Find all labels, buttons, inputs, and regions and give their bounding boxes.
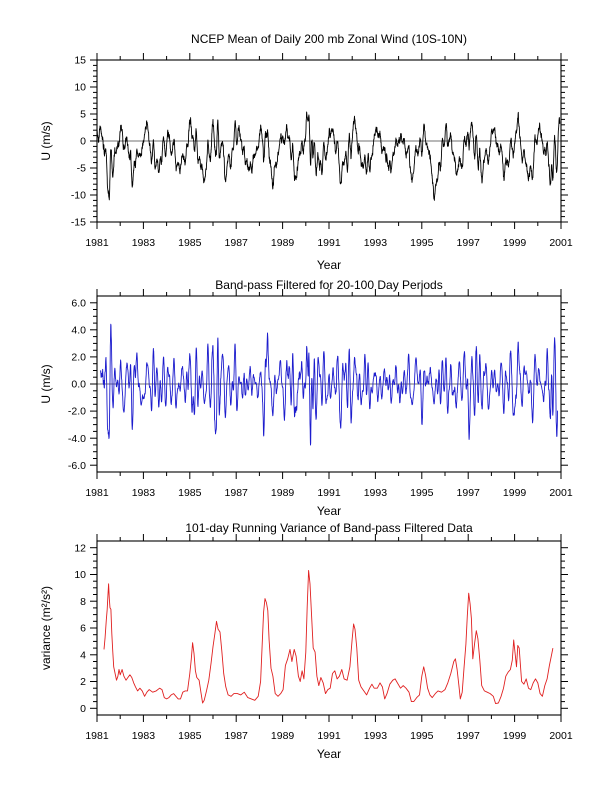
y-tick-label: -6.0 bbox=[67, 459, 86, 472]
x-tick-label: 1999 bbox=[502, 487, 527, 499]
y-tick-label: -15 bbox=[70, 216, 86, 229]
plot1-xaxis-title: Year bbox=[316, 258, 342, 272]
x-tick-label: 1981 bbox=[85, 730, 109, 742]
x-tick-label: 1997 bbox=[456, 487, 480, 499]
x-tick-label: 1989 bbox=[270, 730, 295, 742]
y-tick-label: 8 bbox=[80, 595, 86, 608]
plot2-yaxis-title: U (m/s) bbox=[39, 364, 53, 404]
y-tick-label: 5 bbox=[80, 108, 86, 121]
plot3-group bbox=[74, 534, 573, 742]
y-tick-label: -2.0 bbox=[67, 405, 86, 418]
y-tick-label: 10 bbox=[74, 81, 86, 94]
x-tick-label: 1985 bbox=[178, 487, 202, 499]
plot2-title: Band-pass Filtered for 20-100 Day Periods bbox=[215, 278, 443, 292]
x-tick-label: 1999 bbox=[502, 730, 527, 742]
x-tick-label: 2001 bbox=[549, 730, 573, 742]
y-tick-label: -4.0 bbox=[67, 432, 86, 445]
x-tick-label: 1995 bbox=[410, 487, 434, 499]
x-tick-label: 1993 bbox=[363, 237, 388, 249]
plot1-series-line bbox=[97, 112, 560, 200]
y-tick-label: 0.0 bbox=[71, 378, 86, 391]
x-tick-label: 1991 bbox=[317, 730, 341, 742]
x-tick-label: 1987 bbox=[224, 237, 248, 249]
x-tick-label: 2001 bbox=[549, 487, 573, 499]
plot2-group bbox=[68, 289, 573, 499]
y-tick-label: 10 bbox=[74, 569, 86, 582]
x-tick-label: 1987 bbox=[224, 730, 248, 742]
x-tick-label: 1989 bbox=[270, 487, 295, 499]
x-tick-label: 1983 bbox=[131, 487, 156, 499]
x-tick-label: 1993 bbox=[363, 730, 388, 742]
y-tick-label: 2 bbox=[80, 676, 86, 689]
x-tick-label: 2001 bbox=[549, 237, 573, 249]
y-tick-label: 12 bbox=[74, 542, 86, 555]
y-tick-label: 15 bbox=[74, 54, 86, 67]
y-tick-label: 2.0 bbox=[71, 351, 86, 364]
y-tick-label: 0 bbox=[80, 135, 86, 148]
x-tick-label: 1985 bbox=[178, 237, 202, 249]
plot3-series-line bbox=[104, 570, 553, 703]
plot1-title: NCEP Mean of Daily 200 mb Zonal Wind (10S-10N) bbox=[191, 32, 467, 46]
x-tick-label: 1989 bbox=[270, 237, 295, 249]
plot1-group bbox=[71, 53, 573, 249]
x-tick-label: 1987 bbox=[224, 487, 248, 499]
x-tick-label: 1999 bbox=[502, 237, 527, 249]
x-tick-label: 1991 bbox=[317, 487, 341, 499]
x-tick-label: 1997 bbox=[456, 730, 480, 742]
x-tick-label: 1983 bbox=[131, 237, 156, 249]
x-tick-label: 1985 bbox=[178, 730, 202, 742]
y-tick-label: 4.0 bbox=[71, 324, 86, 337]
y-tick-label: -5 bbox=[76, 162, 86, 175]
x-tick-label: 1991 bbox=[317, 237, 341, 249]
x-tick-label: 1995 bbox=[410, 237, 434, 249]
y-tick-label: 4 bbox=[80, 649, 86, 662]
y-tick-label: -10 bbox=[70, 189, 86, 202]
plot2-xaxis-title: Year bbox=[316, 504, 342, 518]
x-tick-label: 1983 bbox=[131, 730, 156, 742]
x-tick-label: 1981 bbox=[85, 237, 109, 249]
plot3-title: 101-day Running Variance of Band-pass Filtered Data bbox=[185, 521, 473, 535]
y-tick-label: 6 bbox=[80, 622, 86, 635]
x-tick-label: 1995 bbox=[410, 730, 434, 742]
x-tick-label: 1993 bbox=[363, 487, 388, 499]
x-tick-label: 1981 bbox=[85, 487, 109, 499]
plot2-series-line bbox=[101, 324, 558, 445]
plot3-xaxis-title: Year bbox=[316, 747, 342, 761]
plot3-yaxis-title: variance (m²/s²) bbox=[39, 585, 53, 671]
y-tick-label: 6.0 bbox=[71, 297, 86, 310]
x-tick-label: 1997 bbox=[456, 237, 480, 249]
plot1-yaxis-title: U (m/s) bbox=[39, 121, 53, 161]
y-tick-label: 0 bbox=[80, 702, 86, 715]
